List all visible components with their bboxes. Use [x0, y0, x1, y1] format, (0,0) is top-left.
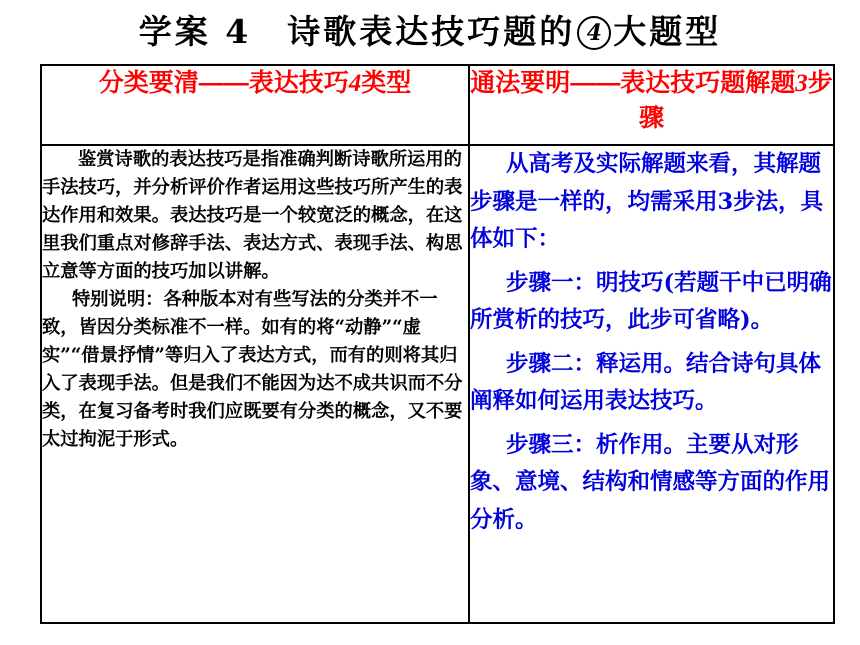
right-header-number: 3	[795, 70, 808, 97]
left-header-part2: 类型	[361, 69, 412, 97]
title-suffix: 大题型	[613, 12, 722, 51]
right-header-part1: 通法要明——表达技巧题解题	[470, 69, 796, 97]
left-body-cell	[41, 145, 469, 623]
left-paragraph-2: 特别说明：各种版本对有些写法的分类并不一致，皆因分类标准不一样。如有的将“动静”“虚实”“借景抒情”等归入了表达方式，而有的则将其归入了表现手法。但是我们不能因为达不成共识而不分类，在复习备考时我们应既要有分类的概念，又不要太过拘泥于形式。	[42, 289, 463, 450]
left-paragraph-1: 鉴赏诗歌的表达技巧是指准确判断诗歌所运用的手法技巧，并分析评价作者运用这些技巧所产生的表达作用和效果。表达技巧是一个较宽泛的概念，在这里我们重点对修辞手法、表达方式、表现手法、构思立意等方面的技巧加以讲解。	[42, 149, 463, 282]
right-intro: 从高考及实际解题来看，其解题步骤是一样的，均需采用3步法，具体如下：	[470, 151, 824, 252]
right-step-2: 步骤二：释运用。结合诗句具体阐释如何运用表达技巧。	[470, 350, 822, 414]
circled-number: 4	[577, 16, 611, 50]
content-table	[40, 64, 835, 624]
title-prefix: 学案 4 诗歌表达技巧题的	[138, 12, 576, 51]
left-header-number: 4	[348, 70, 362, 97]
header-row	[41, 65, 834, 145]
right-header	[470, 66, 833, 135]
body-row	[41, 145, 834, 623]
left-header-cell	[41, 65, 469, 145]
left-header-part1: 分类要清——表达技巧	[98, 69, 349, 97]
left-header	[42, 66, 468, 101]
page-title	[0, 6, 860, 53]
right-header-cell	[469, 65, 834, 145]
right-step-1: 步骤一：明技巧(若题干中已明确所赏析的技巧，此步可省略)。	[470, 269, 832, 333]
right-step-3: 步骤三：析作用。主要从对形象、意境、结构和情感等方面的作用分析。	[470, 431, 831, 533]
right-body-cell	[469, 145, 834, 623]
right-header-part2: 步骤	[638, 69, 833, 132]
